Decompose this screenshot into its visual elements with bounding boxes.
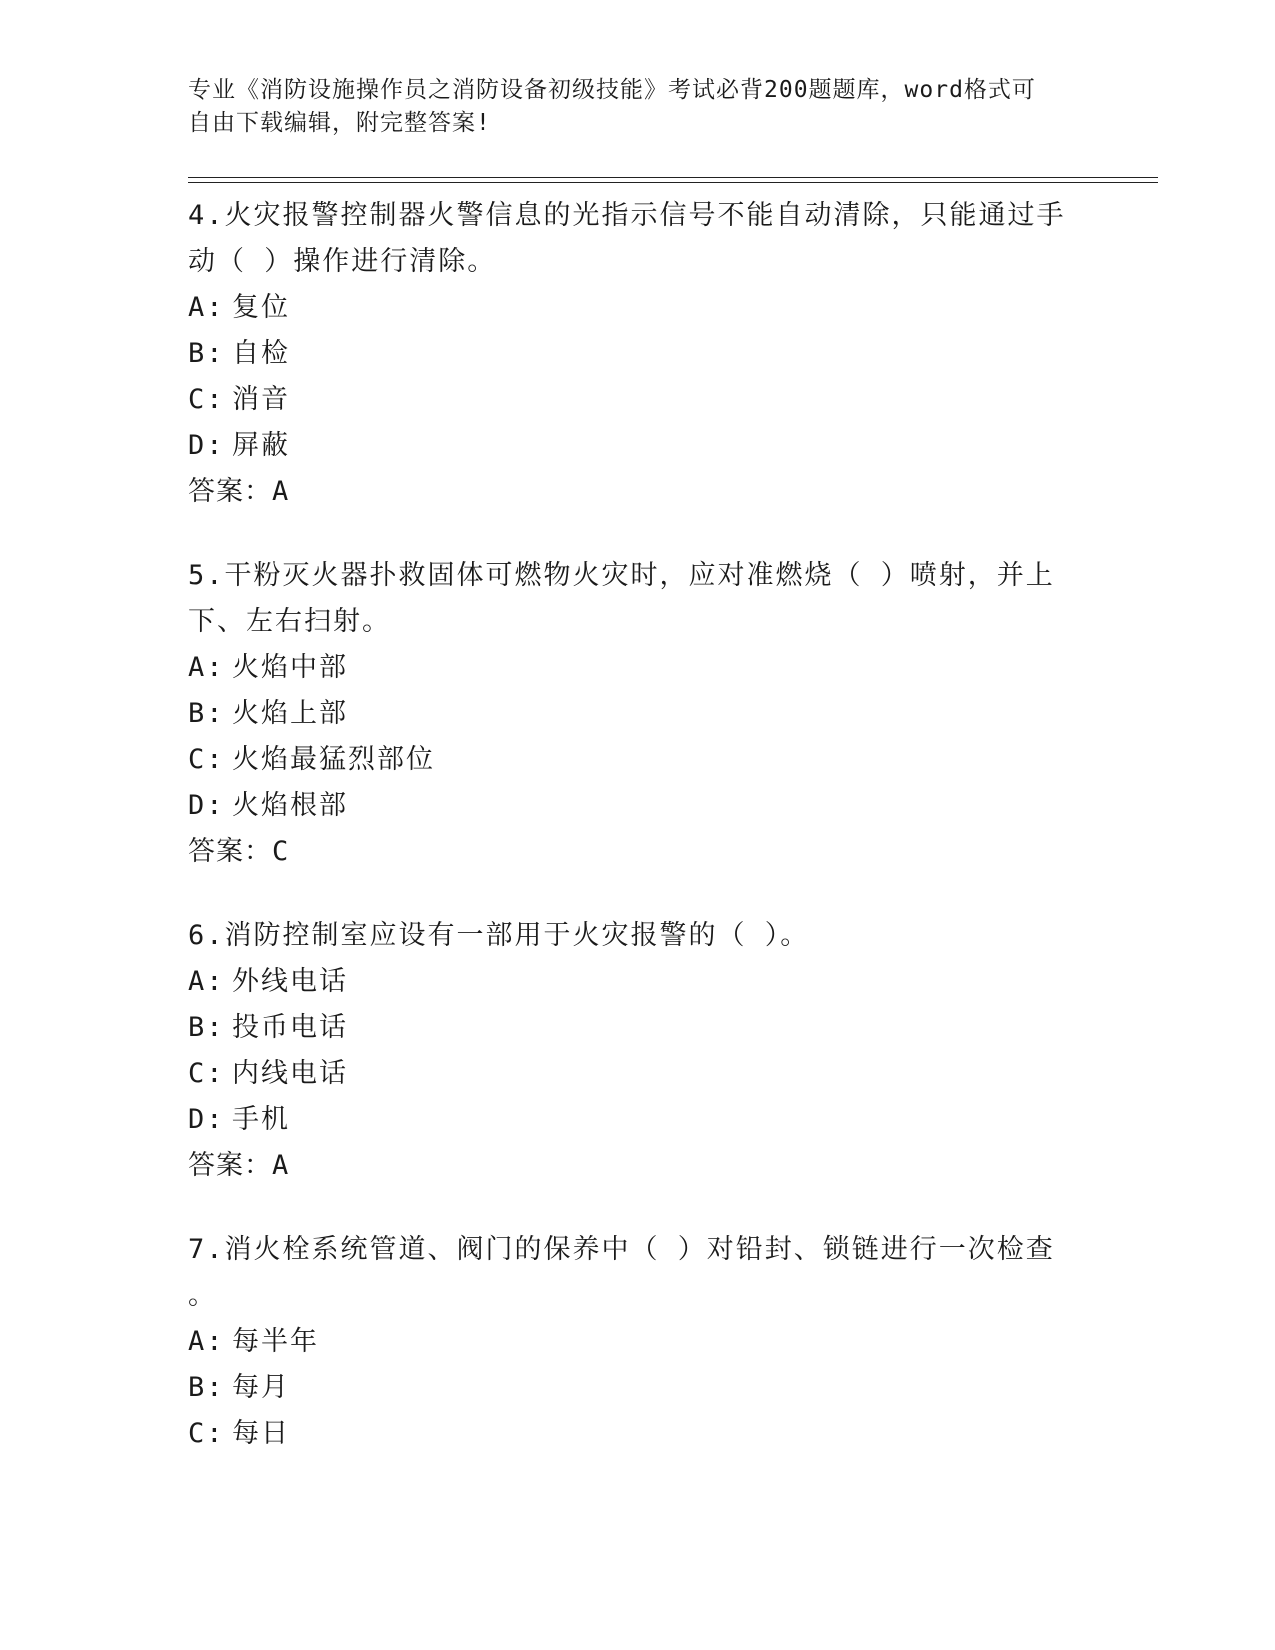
question-block (188, 913, 1068, 1189)
option-line (188, 645, 1068, 691)
option-text: 火焰中部 (232, 652, 348, 683)
option-key: A: (188, 1326, 225, 1357)
answer-line (188, 1143, 1068, 1189)
option-key: A: (188, 292, 225, 323)
question-block (188, 553, 1068, 875)
option-text: 自检 (232, 338, 290, 369)
option-line (188, 1097, 1068, 1143)
question-stem-line: 。 (188, 1280, 217, 1311)
option-key: C: (188, 744, 225, 775)
option-key: B: (188, 338, 225, 369)
answer-label: 答案： (188, 476, 272, 507)
option-line (188, 737, 1068, 783)
answer-line (188, 469, 1068, 515)
option-key: B: (188, 1012, 225, 1043)
answer-value: A (272, 476, 290, 507)
option-text: 复位 (232, 292, 290, 323)
option-key: C: (188, 384, 225, 415)
question-stem-line: 下、左右扫射。 (188, 606, 391, 637)
document-header (188, 74, 1068, 140)
answer-value: C (272, 836, 290, 867)
option-text: 每月 (232, 1372, 290, 1403)
question-block (188, 1227, 1068, 1457)
option-key: B: (188, 698, 225, 729)
answer-value: A (272, 1150, 290, 1181)
question-stem-line: 动（ ）操作进行清除。 (188, 246, 497, 277)
option-text: 外线电话 (232, 966, 348, 997)
option-line (188, 691, 1068, 737)
option-text: 手机 (232, 1104, 290, 1135)
question-block (188, 193, 1068, 515)
option-line (188, 1051, 1068, 1097)
option-line (188, 423, 1068, 469)
header-line-1: 专业《消防设施操作员之消防设备初级技能》考试必背200题题库，word格式可 (188, 77, 1036, 103)
option-key: D: (188, 430, 225, 461)
option-key: D: (188, 1104, 225, 1135)
option-key: D: (188, 790, 225, 821)
option-key: C: (188, 1418, 225, 1449)
question-stem-line: 7.消火栓系统管道、阀门的保养中（ ）对铅封、锁链进行一次检查 (188, 1234, 1055, 1265)
answer-label: 答案： (188, 836, 272, 867)
option-key: C: (188, 1058, 225, 1089)
option-line (188, 1365, 1068, 1411)
option-text: 每日 (232, 1418, 290, 1449)
option-key: B: (188, 1372, 225, 1403)
header-line-2: 自由下载编辑，附完整答案! (188, 110, 491, 136)
option-line (188, 377, 1068, 423)
option-text: 内线电话 (232, 1058, 348, 1089)
header-divider-top (188, 177, 1158, 178)
option-line (188, 783, 1068, 829)
question-stem-line: 5.干粉灭火器扑救固体可燃物火灾时，应对准燃烧（ ）喷射，并上 (188, 560, 1055, 591)
option-key: A: (188, 966, 225, 997)
question-stem-line: 6.消防控制室应设有一部用于火灾报警的（ ）。 (188, 920, 810, 951)
option-text: 屏蔽 (232, 430, 290, 461)
option-text: 火焰根部 (232, 790, 348, 821)
option-text: 火焰最猛烈部位 (232, 744, 435, 775)
option-line (188, 331, 1068, 377)
option-text: 火焰上部 (232, 698, 348, 729)
option-line (188, 1005, 1068, 1051)
option-text: 每半年 (232, 1326, 319, 1357)
answer-label: 答案： (188, 1150, 272, 1181)
question-list (188, 193, 1068, 1495)
option-text: 投币电话 (232, 1012, 348, 1043)
header-divider-bottom (188, 182, 1158, 183)
answer-line (188, 829, 1068, 875)
option-line (188, 1411, 1068, 1457)
option-line (188, 959, 1068, 1005)
option-key: A: (188, 652, 225, 683)
option-line (188, 1319, 1068, 1365)
question-stem-line: 4.火灾报警控制器火警信息的光指示信号不能自动清除，只能通过手 (188, 200, 1066, 231)
option-text: 消音 (232, 384, 290, 415)
option-line (188, 285, 1068, 331)
